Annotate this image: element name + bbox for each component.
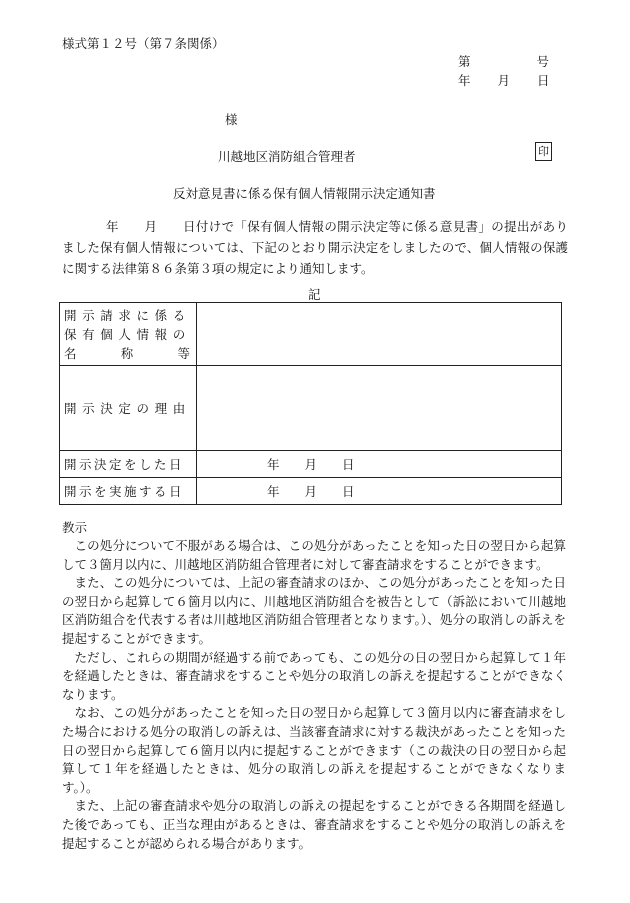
- info-name-value: [197, 303, 562, 366]
- document-title: 反対意見書に係る保有個人情報開示決定通知書: [173, 186, 436, 201]
- row-label-disclosure-date: 開示を実施する日: [60, 478, 197, 505]
- notice-paragraph: また、上記の審査請求や処分の取消しの訴えの提起をすることができる各期間を経過した後であっても、正当な理由があるときは、審査請求をすることや処分の取消しの訴えを提起することが認められる場合があります。: [62, 798, 566, 851]
- notice-paragraph: なお、この処分があったことを知った日の翌日から起算して３箇月以内に審査請求をした場合における処分の取消しの訴えは、当該審査請求に対する裁決があったことを知った日の翌日から起算して６箇月以内に提起することができます（この裁決の日の翌日から起算して１年を経過したときは、処分の取消しの訴えを提起することができなくなります。）。: [62, 705, 566, 795]
- row1-line2: 保有個人情報の: [64, 326, 191, 342]
- row1-line1: 開示請求に係る: [64, 307, 191, 323]
- date-month-label: 月: [497, 73, 511, 88]
- addressee-honorific: 様: [225, 112, 238, 127]
- sender-name: 川越地区消防組合管理者: [218, 149, 356, 164]
- notice-heading: 教示: [62, 520, 88, 535]
- number-prefix: 第: [458, 54, 471, 69]
- row1-char-1: 名: [64, 345, 97, 361]
- notice-paragraph: ただし、これらの期間が経過する前であっても、この処分の日の翌日から起算して１年を経過したときは、審査請求をすることや処分の取消しの訴えを提起することができなくなります。: [62, 649, 566, 702]
- table-row: [60, 478, 562, 505]
- table-row: [60, 303, 562, 366]
- row1-line3: [64, 344, 196, 363]
- row1-char-2: 称: [120, 345, 154, 361]
- row-label-reason: 開示決定の理由: [60, 366, 197, 451]
- date-year-label: 年: [458, 73, 471, 88]
- date-day-label: 日: [537, 73, 550, 88]
- table-row: [60, 366, 562, 451]
- number-suffix: 号: [536, 54, 550, 69]
- disclosure-date-value: 年 月 日: [197, 478, 562, 505]
- document-number-line: [458, 52, 549, 70]
- intro-text: 年 月 日付けで「保有個人情報の開示決定等に係る意見書」の提出がありました保有個人情報については、下記のとおり開示決定をしましたので、個人情報の保護に関する法律第８６条第３項の規定により通知します。: [62, 219, 568, 276]
- row1-char-3: 等: [177, 345, 190, 361]
- form-number: 様式第１２号（第７条関係）: [62, 36, 225, 51]
- intro-paragraph: [62, 216, 568, 279]
- reason-value: [197, 366, 562, 451]
- decision-date-value: 年 月 日: [197, 451, 562, 478]
- decision-table: [59, 302, 562, 505]
- row-label-info-name: [60, 303, 197, 366]
- row-label-decision-date: 開示決定をした日: [60, 451, 197, 478]
- notice-body: [62, 537, 566, 853]
- ki-heading: 記: [308, 287, 321, 302]
- notice-paragraph: この処分について不服がある場合は、この処分があったことを知った日の翌日から起算して３箇月以内に、川越地区消防組合管理者に対して審査請求をすることができます。: [62, 538, 566, 572]
- issue-date-line: [458, 71, 550, 89]
- seal-box: 印: [535, 142, 552, 161]
- table-row: [60, 451, 562, 478]
- notice-paragraph: また、この処分については、上記の審査請求のほか、この処分があったことを知った日の翌日から起算して６箇月以内に、川越地区消防組合を被告として（訴訟において川越地区消防組合を代表する者は川越地区消防組合管理者となります。）、処分の取消しの訴えを提起することができます。: [62, 575, 566, 646]
